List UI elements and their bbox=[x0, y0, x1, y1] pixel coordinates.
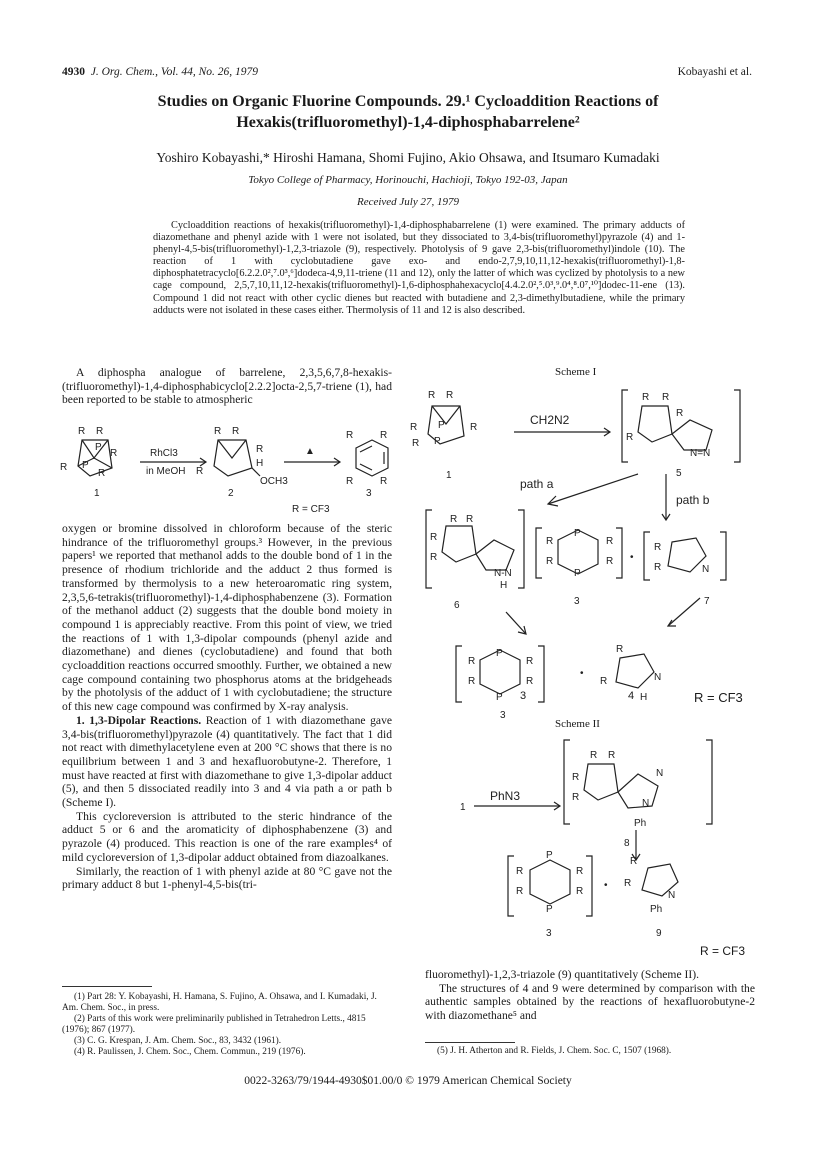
section-heading: 1. 1,3-Dipolar Reactions. bbox=[76, 713, 202, 727]
svg-text:R: R bbox=[470, 422, 478, 433]
och3-label: OCH3 bbox=[260, 476, 288, 487]
title-line-1: Studies on Organic Fluorine Compounds. 29.¹ Cycloaddition Reactions of bbox=[157, 93, 659, 110]
scheme2-r-definition: R = CF3 bbox=[700, 944, 746, 958]
scheme1-label-6: 6 bbox=[454, 600, 460, 611]
arrow-path-a bbox=[548, 474, 638, 504]
svg-text:R: R bbox=[256, 444, 264, 455]
footnote-5: (5) J. H. Atherton and R. Fields, J. Chem. Soc. C, 1507 (1968). bbox=[437, 1046, 672, 1056]
running-author: Kobayashi et al. bbox=[677, 66, 752, 78]
svg-text:N=N: N=N bbox=[690, 448, 711, 459]
footnote-rule-left bbox=[62, 986, 152, 987]
svg-text:R: R bbox=[654, 542, 662, 553]
reagent-meoh: in MeOH bbox=[146, 466, 186, 477]
footnotes-right bbox=[425, 1046, 755, 1057]
bracket-5-left bbox=[622, 390, 628, 462]
svg-text:N: N bbox=[668, 890, 676, 901]
svg-text:H: H bbox=[640, 692, 648, 703]
svg-text:R: R bbox=[572, 772, 580, 783]
svg-text:R: R bbox=[450, 514, 458, 525]
svg-text:R: R bbox=[642, 392, 650, 403]
r-label: R bbox=[78, 426, 86, 437]
svg-text:R: R bbox=[526, 656, 534, 667]
footnote-rule-right bbox=[425, 1042, 515, 1043]
para-cycloreversion: This cycloreversion is attributed to the steric hindrance of the adduct 5 or 6 and the aromaticity of diphosphabenzene (3) and pyrazole (4) produced. This reaction is one of the rare examples⁴ of mild cycloreversion of 1,3-dipolar adduct obtained from diazoalkanes. bbox=[62, 809, 392, 864]
svg-text:N: N bbox=[656, 768, 664, 779]
footnote-2: (2) Parts of this work were preliminarily published in Tetrahedron Letts., 4815 (1976); 867 (1977). bbox=[62, 1014, 366, 1035]
compound-3-ring bbox=[356, 440, 388, 476]
scheme1-label-1: 1 bbox=[446, 470, 452, 481]
intro-paragraph bbox=[62, 366, 392, 407]
svg-text:•: • bbox=[580, 668, 584, 679]
bracket-5-right bbox=[734, 390, 740, 462]
intro-text: A diphospha analogue of barrelene, 2,3,5,6,7,8-hexakis-(trifluoromethyl)-1,4-diphosphabicyclo[2.2.2]octa-2,5,7-triene (1), had been reported to be stable to atmospheric bbox=[62, 366, 392, 407]
para-structures: The structures of 4 and 9 were determined by comparison with the authentic samples obtained by the reactions of hexafluorobutyne-2 with diazomethane⁵ and bbox=[425, 981, 755, 1023]
svg-text:R: R bbox=[676, 408, 684, 419]
svg-text:N-N: N-N bbox=[494, 568, 512, 579]
svg-text:P: P bbox=[438, 420, 445, 431]
label-compound-2: 2 bbox=[228, 488, 234, 499]
r-definition: R = CF3 bbox=[292, 504, 330, 515]
affiliation: Tokyo College of Pharmacy, Horinouchi, Hachioji, Tokyo 192-03, Japan bbox=[248, 174, 568, 186]
svg-text:R: R bbox=[630, 856, 638, 867]
svg-text:R: R bbox=[516, 886, 524, 897]
svg-text:R: R bbox=[60, 462, 68, 473]
journal-citation: J. Org. Chem., Vol. 44, No. 26, 1979 bbox=[90, 66, 259, 78]
heat-symbol: ▲ bbox=[305, 446, 315, 457]
svg-text:P: P bbox=[574, 568, 581, 579]
para-dipolar: 1. 1,3-Dipolar Reactions. Reaction of 1 with diazomethane gave 3,4-bis(trifluoromethyl)pyrazole (4) quantitatively. The fact that 1 did not react with dimethylacetylene even at 200 °C shows that there is no equilibrium between 1 and 3 and hexafluorobutyne-2. Therefore, 1 must have reacted at first with diazomethane to give 1,3-dipolar adduct (5), and then 5 dissociated readily into 3 and 4 via path a or path b (Scheme I). bbox=[62, 713, 393, 810]
reagent-phn3: PhN3 bbox=[490, 789, 521, 803]
svg-text:R: R bbox=[468, 656, 476, 667]
svg-text:R: R bbox=[616, 644, 624, 655]
copyright-footer: 0022-3263/79/1944-4930$01.00/0 © 1979 American Chemical Society bbox=[244, 1075, 572, 1087]
path-b-label: path b bbox=[676, 493, 710, 507]
scheme-1 bbox=[410, 380, 760, 721]
svg-text:R: R bbox=[546, 536, 554, 547]
svg-text:R: R bbox=[608, 750, 616, 761]
svg-text:R: R bbox=[626, 432, 634, 443]
svg-text:R: R bbox=[624, 878, 632, 889]
svg-text:N: N bbox=[654, 672, 662, 683]
svg-text:R: R bbox=[98, 468, 106, 479]
scheme1-label-7: 7 bbox=[704, 596, 710, 607]
svg-text:N: N bbox=[702, 564, 710, 575]
svg-text:R: R bbox=[232, 426, 240, 437]
author-list: Yoshiro Kobayashi,* Hiroshi Hamana, Shomi Fujino, Akio Ohsawa, and Itsumaro Kumadaki bbox=[156, 150, 660, 165]
svg-text:R: R bbox=[546, 556, 554, 567]
svg-text:R: R bbox=[196, 466, 204, 477]
scheme1-label-3a: 3 bbox=[574, 596, 580, 607]
svg-text:R: R bbox=[572, 792, 580, 803]
footnotes-left bbox=[62, 992, 392, 1058]
svg-text:R: R bbox=[516, 866, 524, 877]
svg-text:•: • bbox=[604, 880, 608, 891]
scheme-1-title: Scheme I bbox=[555, 366, 597, 378]
svg-text:P: P bbox=[546, 850, 553, 861]
svg-text:Ph: Ph bbox=[634, 818, 647, 829]
svg-text:N: N bbox=[642, 798, 650, 809]
svg-text:R: R bbox=[346, 476, 354, 487]
svg-text:R: R bbox=[412, 438, 420, 449]
footnote-4: (4) R. Paulissen, J. Chem. Soc., Chem. Commun., 219 (1976). bbox=[74, 1047, 306, 1057]
svg-text:R: R bbox=[654, 562, 662, 573]
reagent-ch2n2: CH2N2 bbox=[530, 413, 570, 427]
svg-text:P: P bbox=[574, 528, 581, 539]
running-header bbox=[62, 66, 258, 78]
scheme1-label-3-final: 3 bbox=[520, 690, 527, 702]
scheme1-label-5: 5 bbox=[676, 468, 682, 479]
svg-text:P: P bbox=[496, 692, 503, 703]
svg-text:R: R bbox=[380, 430, 388, 441]
footnote-3: (3) C. G. Krespan, J. Am. Chem. Soc., 83, 3432 (1961). bbox=[74, 1036, 282, 1046]
svg-text:H: H bbox=[500, 580, 508, 591]
svg-text:R: R bbox=[466, 514, 474, 525]
received-date: Received July 27, 1979 bbox=[356, 196, 459, 208]
svg-text:P: P bbox=[434, 436, 441, 447]
page-number: 4930 bbox=[62, 66, 85, 78]
para-phenyl-azide: Similarly, the reaction of 1 with phenyl azide at 80 °C gave not the primary adduct 8 but 1-phenyl-4,5-bis(tri- bbox=[62, 864, 392, 892]
svg-text:R: R bbox=[110, 448, 118, 459]
svg-text:P: P bbox=[95, 442, 102, 453]
svg-text:R: R bbox=[606, 536, 614, 547]
scheme-2 bbox=[410, 730, 760, 952]
title-line-2: Hexakis(trifluoromethyl)-1,4-diphosphabarrelene² bbox=[236, 114, 580, 131]
body-right bbox=[425, 968, 755, 1023]
svg-text:R: R bbox=[410, 422, 418, 433]
footnote-1: (1) Part 28: Y. Kobayashi, H. Hamana, S. Fujino, A. Ohsawa, and I. Kumadaki, J. Am. Chem. Soc., in press. bbox=[62, 992, 377, 1013]
scheme1-label-4: 4 bbox=[628, 690, 635, 702]
svg-text:R: R bbox=[430, 552, 438, 563]
path-a-label: path a bbox=[520, 477, 554, 491]
abstract: Cycloaddition reactions of hexakis(trifluoromethyl)-1,4-diphosphabarrelene (1) were examined. The primary adducts of diazomethane and phenyl azide with 1 were not isolated, but they dissociated to 3,4-bis(trifluoromethyl)pyrazole (4) and 1-phenyl-4,5-bis(trifluoromethyl)-1,2,3-triazole (9), respectively. Photolysis of 9 gave 2,3-bis(trifluoromethyl)indole (10). The reaction of 1 with cyclobutadiene gave exo- and endo-2,7,9,10,11,12-hexakis(trifluoromethyl)-1,8-diphosphatetracyclo[6.2.2.0²,⁷.0³,⁶]dodeca-4,9,11-triene (11 and 12), only the latter of which was cyclized by photolysis to a new cage compound, 2,5,7,10,11,12-hexakis(trifluoromethyl)-1,6-diphosphahexacyclo[4.4.2.0²,⁵.0³,⁹.0⁴,⁸.0⁷,¹⁰]dodec-11-ene (13). Compound 1 did not react with other cyclic dienes but reacted with butadiene and 2,3-dimethylbutadiene, while the primary adducts were not isolated in these cases either. Thermolysis of 11 and 12 is also described. bbox=[153, 220, 685, 316]
svg-text:R: R bbox=[96, 426, 104, 437]
scheme-2-title: Scheme II bbox=[555, 718, 600, 730]
svg-text:R: R bbox=[428, 390, 436, 401]
svg-text:R: R bbox=[446, 390, 454, 401]
svg-text:R: R bbox=[430, 532, 438, 543]
label-compound-3: 3 bbox=[366, 488, 372, 499]
svg-text:R: R bbox=[662, 392, 670, 403]
reagent-rhcl3: RhCl3 bbox=[150, 448, 178, 459]
svg-text:P: P bbox=[496, 648, 503, 659]
scheme2-label-8: 8 bbox=[624, 838, 630, 849]
svg-text:R: R bbox=[380, 476, 388, 487]
svg-text:R: R bbox=[346, 430, 354, 441]
svg-text:R: R bbox=[590, 750, 598, 761]
svg-text:P: P bbox=[82, 460, 89, 471]
para-triazole: fluoromethyl)-1,2,3-triazole (9) quantitatively (Scheme II). bbox=[425, 968, 699, 981]
svg-text:R: R bbox=[576, 866, 584, 877]
svg-text:R: R bbox=[468, 676, 476, 687]
svg-text:Ph: Ph bbox=[650, 904, 663, 915]
svg-text:R: R bbox=[214, 426, 222, 437]
scheme2-label-3: 3 bbox=[546, 928, 552, 939]
svg-text:•: • bbox=[630, 552, 634, 563]
body-left bbox=[62, 522, 392, 892]
svg-text:P: P bbox=[546, 904, 553, 915]
para-methanol: oxygen or bromine dissolved in chloroform because of the steric hindrance of the trifluoromethyl groups.³ However, in the previous papers¹ we reported that methanol adds to the double bond of 1 in the presence of rhodium trichloride and the adduct 2 thus formed is transformed by thermolysis to a new heteroaromatic ring system, 2,3,5,6-tetrakis(trifluoromethyl)-1,4-diphosphabenzene (3). Formation of the methanol adduct (2) suggests that the double bond moiety in compound 1 is appreciably reactive. From this point of view, we tried the reactions of 1 with 1,3-dipolar compounds (phenyl azide and diazomethane) and dienes (cyclobutadiene) and found that both cycloaddition reactions occurred smoothly. Further, we obtained a new cage compound containing two phosphorus atoms at the bridgeheads by the photolysis of the adduct of 1 with cyclobutadiene; the structure of this new cage compound was confirmed by X-ray analysis. bbox=[62, 522, 392, 714]
compound-2-frame bbox=[214, 440, 252, 476]
methanol-addition-equation bbox=[60, 418, 396, 514]
scheme2-label-1: 1 bbox=[460, 802, 466, 813]
svg-text:H: H bbox=[256, 458, 264, 469]
svg-text:R: R bbox=[606, 556, 614, 567]
article-title bbox=[60, 91, 756, 133]
label-compound-1: 1 bbox=[94, 488, 100, 499]
svg-text:R: R bbox=[576, 886, 584, 897]
scheme1-label-3b: 3 bbox=[500, 710, 506, 721]
svg-text:R: R bbox=[600, 676, 608, 687]
scheme1-r-definition: R = CF3 bbox=[694, 690, 743, 705]
scheme2-label-9: 9 bbox=[656, 928, 662, 939]
svg-text:R: R bbox=[526, 676, 534, 687]
